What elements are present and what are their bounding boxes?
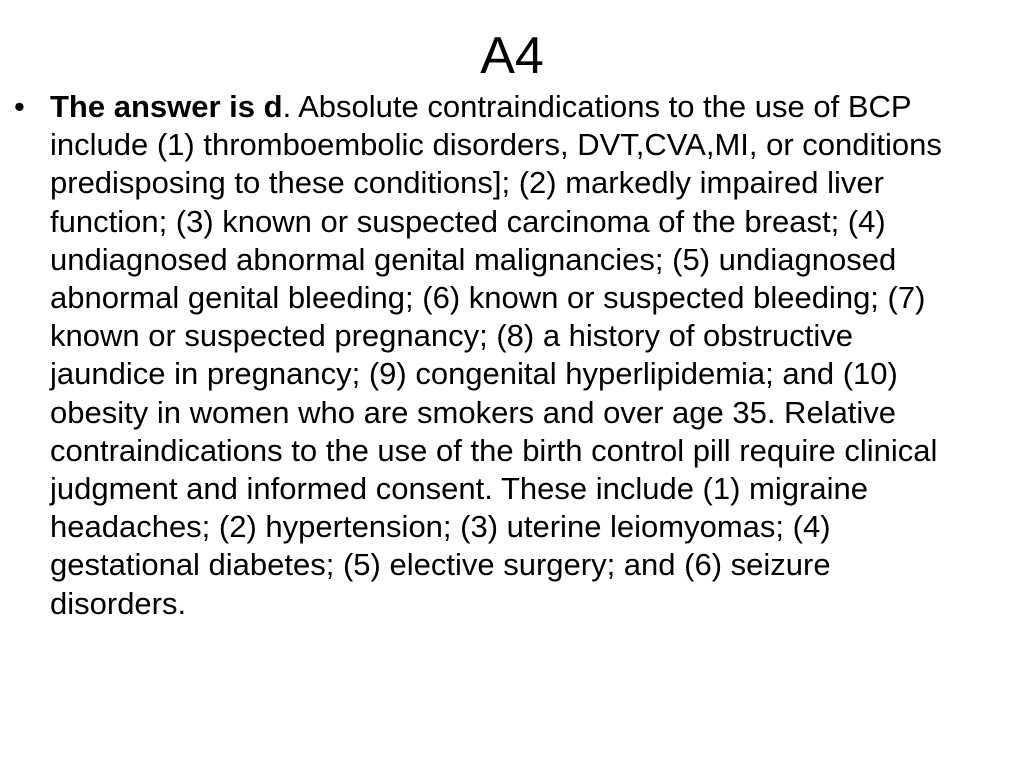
answer-lead: The answer is d — [50, 89, 283, 124]
answer-body: . Absolute contraindications to the use of BCP include (1) thromboembolic disorders, DVT,CVA,MI, or conditions predisposing to these conditions]; (2) markedly impaired liver function; (3) known or suspected carcinoma of the breast; (4) undiagnosed abnormal genital malignancies; (5) undiagnosed abnormal genital bleeding; (6) known or suspected bleeding; (7) known or suspected pregnancy; (8) a history of obstructive jaundice in pregnancy; (9) congenital hyperlipidemia; and (10) obesity in women who are smokers and over age 35. Relative contraindications to the use of the birth control pill require clinical judgment and informed consent. These include (1) migraine headaches; (2) hypertension; (3) uterine leiomyomas; (4) gestational diabetes; (5) elective surgery; and (6) seizure disorders. — [50, 89, 942, 621]
bullet-point-icon: • — [14, 89, 25, 124]
answer-paragraph — [50, 88, 960, 623]
slide-title: A4 — [480, 27, 544, 85]
answer-bullet — [14, 88, 974, 623]
